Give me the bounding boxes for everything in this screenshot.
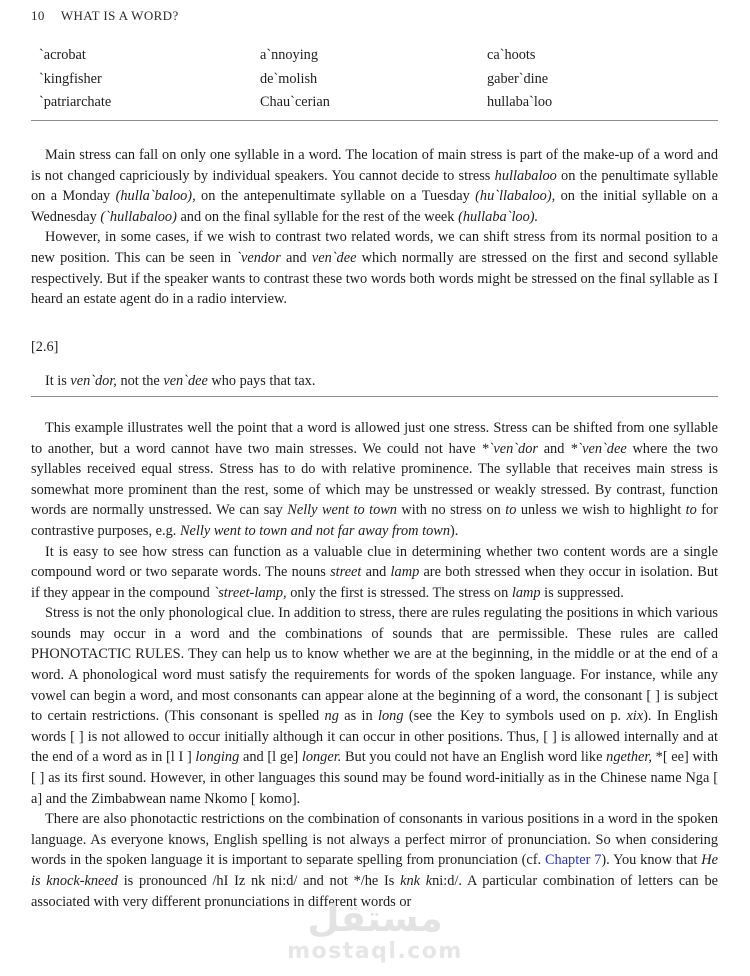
text-run: only the first is stressed. The stress on bbox=[286, 584, 512, 601]
example-sentence bbox=[31, 371, 718, 397]
watermark-domain-text: mostaql.com bbox=[287, 939, 463, 964]
italic-text-run: `street-lamp, bbox=[213, 584, 287, 601]
text-run: for contrastive purposes, e.g. bbox=[31, 502, 718, 539]
text-run: ni:d/. A particular combination of letters can be associated with very different pronunciations in different words or bbox=[31, 873, 718, 910]
text-run: is pronounced /hI Iz nk ni:d/ and not */he Is bbox=[117, 873, 401, 889]
text-run: ). bbox=[450, 522, 459, 539]
text-run: as in bbox=[338, 708, 378, 725]
watermark bbox=[0, 897, 750, 964]
italic-text-run: ven`dee bbox=[311, 249, 357, 266]
italic-text-run: long bbox=[377, 708, 404, 725]
italic-text-run: (hu`llabaloo), bbox=[475, 188, 556, 205]
table-cell: de`molish bbox=[260, 70, 318, 87]
italic-text-run: to bbox=[685, 502, 697, 519]
italic-text-run: *`ven`dee bbox=[570, 440, 627, 457]
text-run: where the two syllables received equal stress. Stress has to do with relative prominence. The syllable that receives main stress is somewhat more prominent than the rest, some of which may be unstressed or weakly stressed. By contrast, function words are normally unstressed. We can say bbox=[31, 440, 718, 519]
chapter-7-link[interactable]: Chapter 7 bbox=[544, 852, 602, 869]
italic-text-run: lamp bbox=[390, 564, 420, 581]
table-cell: hullaba`loo bbox=[487, 94, 553, 110]
italic-text-run: `vendor bbox=[236, 249, 281, 266]
example-2-6 bbox=[31, 337, 718, 397]
italic-text-run: (`hullabaloo) bbox=[100, 208, 177, 225]
text-run: are both stressed when they occur in isolation. But if they appear in the compound bbox=[31, 564, 718, 601]
italic-text-run: ven`dor, bbox=[70, 373, 117, 390]
text-run: There are also phonotactic restrictions on the combination of consonants in various positions in a word in the spoken language. As everyone knows, English spelling is not always a perfect mirror of pronunciation. So when considering words in the spoken language it is important to separate spelling from pronunciation (cf. bbox=[31, 811, 718, 869]
text-run: ). In English words [ ] is not allowed to occur initially although it can occur in other positions. Thus, [ ] is allowed internally and at the end of a word as in [l I ] bbox=[31, 708, 718, 766]
italic-text-run: *`ven`dor bbox=[481, 440, 538, 457]
paragraph bbox=[31, 603, 718, 809]
text-run: unless we wish to highlight bbox=[516, 502, 686, 519]
text-run: ). You know that bbox=[601, 852, 702, 869]
paragraph bbox=[31, 542, 718, 604]
italic-text-run: ng bbox=[324, 708, 339, 725]
italic-text-run: longer. bbox=[301, 749, 342, 766]
table-cell: Chau`cerian bbox=[260, 94, 330, 110]
text-run: Stress is not the only phonological clue. In addition to stress, there are rules regulating the positions in which various sounds may occur in a word and the combinations of sounds that are permissible. These rules are called PHONOTACTIC RULES. They can help us to know whether we are at the beginning, in the middle or at the end of a word. A phonological word must satisfy the requirements for words of the spoken language. For instance, while any vowel can begin a word, and most consonants can appear alone at the beginning of a word, the consonant [ ] is subject to certain restrictions. (This consonant is spelled bbox=[31, 605, 718, 725]
paragraphs-bottom bbox=[31, 418, 718, 912]
italic-text-run: to bbox=[505, 502, 517, 519]
text-run: and bbox=[537, 440, 571, 457]
table-cell: `kingfisher bbox=[39, 70, 102, 87]
text-run: *[ ee] with [ ] as its first sound. However, in other languages this sound may be found word-initially as in the Chinese name Nga [ a] and the Zimbabwean name Nkomo [ komo]. bbox=[31, 749, 719, 807]
text-run: However, in some cases, if we wish to contrast two related words, we can shift stress from its normal position to a new position. This can be seen in bbox=[31, 229, 718, 266]
italic-text-run: (hulla`baloo), bbox=[115, 188, 196, 205]
text-run: is suppressed. bbox=[540, 584, 624, 601]
italic-text-run: Nelly went to town bbox=[287, 502, 397, 519]
italic-text-run: ngether, bbox=[606, 749, 652, 766]
text-run: and on the final syllable for the rest of the week bbox=[176, 208, 459, 225]
chapter-title: WHAT IS A WORD? bbox=[60, 8, 179, 23]
table-cell: a`nnoying bbox=[260, 47, 318, 63]
table-cell: `patriarchate bbox=[39, 94, 112, 110]
watermark-arabic-logo: مستقل bbox=[307, 897, 443, 940]
italic-text-run: He is knock-kneed bbox=[31, 852, 718, 889]
italic-text-run: (hullaba`loo). bbox=[458, 208, 539, 225]
italic-text-run: knk bbox=[400, 873, 421, 889]
italic-text-run: longing bbox=[195, 749, 240, 766]
text-run: This example illustrates well the point that a word is allowed just one stress. Stress can be shifted from one syllable to another, but a word cannot have two main stresses. We could not have bbox=[31, 419, 718, 457]
italic-text-run: ven`dee bbox=[163, 373, 208, 390]
text-run: Main stress can fall on only one syllable in a word. The location of main stress is part of the make-up of a word and is not changed capriciously by individual speakers. You cannot decide to stress bbox=[31, 147, 718, 184]
text-run: who pays that tax. bbox=[207, 373, 316, 390]
italic-text-run: k bbox=[425, 873, 433, 889]
table-cell: `acrobat bbox=[39, 47, 86, 63]
text-run: and bbox=[361, 564, 391, 581]
text-run: on the antepenultimate syllable on a Tuesday bbox=[195, 188, 476, 205]
text-run: It is easy to see how stress can function as a valuable clue in determining whether two content words are a single compound word or two separate words. The nouns bbox=[31, 543, 718, 581]
text-run: (see the Key to symbols used on p. bbox=[403, 708, 627, 725]
table-cell: gaber`dine bbox=[487, 70, 549, 87]
running-header bbox=[31, 8, 718, 24]
text-run: on the initial syllable on a Wednesday bbox=[31, 188, 719, 225]
italic-text-run: hullabaloo bbox=[494, 167, 557, 184]
text-run: and bbox=[280, 249, 312, 266]
paragraph bbox=[31, 418, 718, 542]
paragraphs-top bbox=[31, 145, 718, 310]
text-run: It is bbox=[45, 373, 71, 390]
page-number: 10 bbox=[31, 8, 45, 23]
table-cell: ca`hoots bbox=[487, 47, 536, 63]
text-run: and [l ge] bbox=[239, 749, 302, 766]
paragraph bbox=[31, 145, 718, 227]
text-run: not the bbox=[116, 373, 164, 390]
text-run: But you could not have an English word like bbox=[341, 749, 607, 766]
italic-text-run: Nelly went to town and not far away from town bbox=[179, 522, 450, 539]
text-run: with no stress on bbox=[396, 502, 506, 519]
italic-text-run: street bbox=[330, 564, 362, 581]
example-label: [2.6] bbox=[31, 338, 59, 355]
stress-examples-table bbox=[31, 47, 718, 121]
body-text bbox=[31, 145, 718, 912]
text-run: on the penultimate syllable on a Monday bbox=[31, 167, 718, 205]
text-run: which normally are stressed on the first and second syllable respectively. But if the speaker wants to contrast these two words both words might be stressed on the final syllable as I heard an estate agent do in a radio interview. bbox=[31, 249, 718, 308]
italic-text-run: xix bbox=[626, 708, 644, 725]
italic-text-run: lamp bbox=[511, 584, 541, 601]
paragraph bbox=[31, 227, 718, 309]
